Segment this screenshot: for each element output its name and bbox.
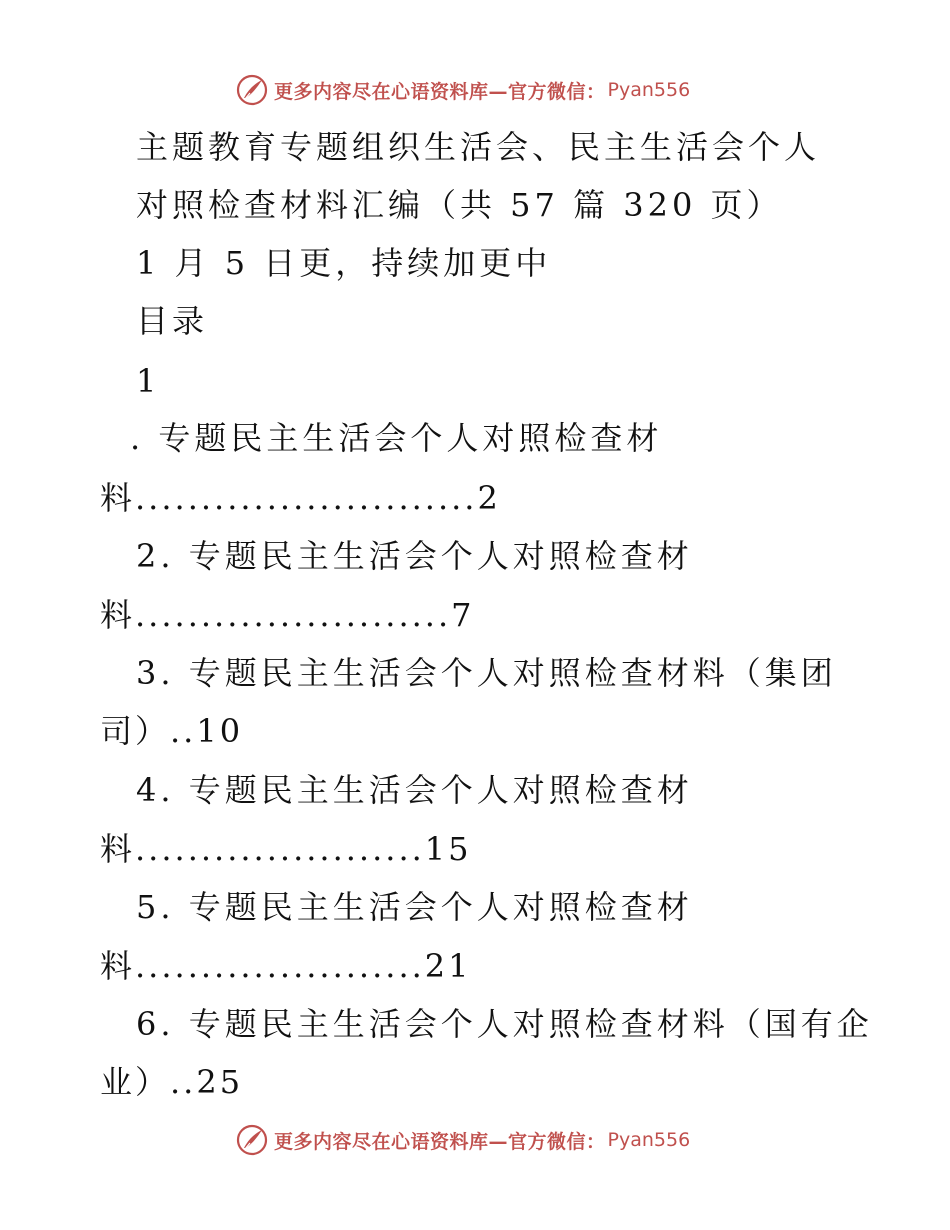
toc-heading: 目录	[136, 302, 209, 340]
toc-entry-3-line-2: 司）..10	[100, 712, 244, 750]
toc-entry-6-line-1: 6. 专题民主生活会个人对照检查材料（国有企	[136, 1005, 873, 1043]
quill-logo-icon	[236, 74, 268, 106]
watermark-text: 更多内容尽在心语资料库—官方微信：	[274, 1130, 606, 1153]
toc-entry-4-line-1: 4. 专题民主生活会个人对照检查材	[136, 771, 693, 809]
toc-number: 1	[136, 362, 161, 400]
toc-entry-2-line-2: 料........................7	[100, 596, 475, 634]
toc-entry-2-line-1: 2. 专题民主生活会个人对照检查材	[136, 537, 693, 575]
watermark-text: 更多内容尽在心语资料库—官方微信：	[274, 80, 606, 103]
update-note: 1 月 5 日更，持续加更中	[136, 244, 552, 282]
footer-watermark	[236, 1123, 690, 1157]
watermark-wechat-id: Pyan556	[607, 79, 691, 101]
toc-entry-5-line-2: 料......................21	[100, 947, 472, 985]
document-title-line-1: 主题教育专题组织生活会、民主生活会个人	[136, 128, 821, 166]
toc-entry-1-line-2: 料..........................2	[100, 479, 501, 517]
watermark-wechat-id: Pyan556	[607, 1129, 691, 1151]
toc-entry-4-line-2: 料......................15	[100, 830, 472, 868]
toc-entry-6-line-2: 业）..25	[100, 1063, 244, 1101]
document-title-line-2: 对照检查材料汇编（共 57 篇 320 页）	[136, 186, 783, 224]
quill-logo-icon	[236, 1124, 268, 1156]
toc-entry-1-line-1: . 专题民主生活会个人对照检查材	[130, 419, 663, 457]
header-watermark	[236, 73, 690, 107]
toc-entry-3-line-1: 3. 专题民主生活会个人对照检查材料（集团	[136, 654, 837, 692]
toc-entry-5-line-1: 5. 专题民主生活会个人对照检查材	[136, 888, 693, 926]
